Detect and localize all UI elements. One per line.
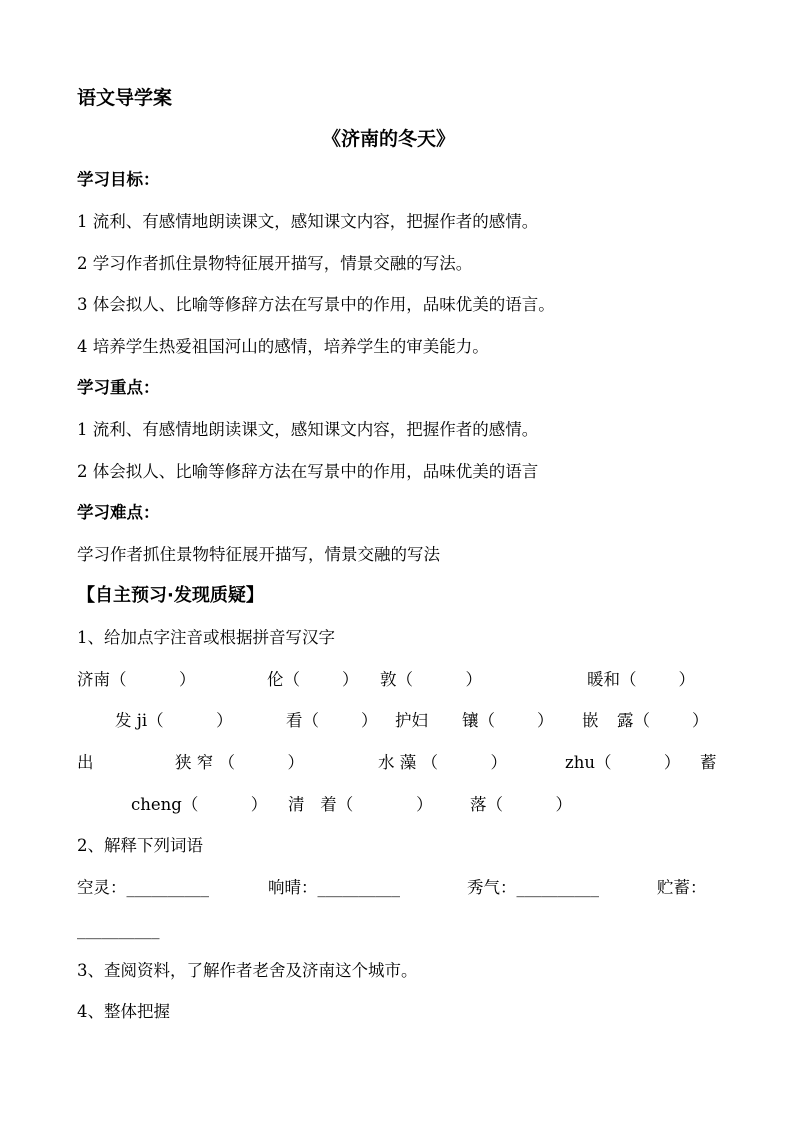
term-item: 空灵：__________ [77,878,209,897]
objective-item: 1 流利、有感情地朗读课文，感知课文内容，把握作者的感情。 [77,212,539,231]
pinyin-item: 蓄 [700,753,717,772]
pinyin-item: 护妇 [395,711,428,730]
pinyin-item: 伦（ ） [267,670,359,689]
q2-prompt: 2、解释下列词语 [77,836,203,855]
term-blank: __________ [77,920,160,939]
objective-item: 4 培养学生热爱祖国河山的感情，培养学生的审美能力。 [77,337,489,356]
pinyin-item: 济南（ ） [77,670,196,689]
q3-prompt: 3、查阅资料，了解作者老舍及济南这个城市。 [77,961,418,980]
q4-prompt: 4、整体把握 [77,1002,170,1021]
pinyin-item: 狭 窄 （ ） [175,753,304,772]
key-point-item: 2 体会拟人、比喻等修辞方法在写景中的作用，品味优美的语言 [77,462,539,481]
difficulties-heading: 学习难点： [77,503,160,522]
difficulty-item: 学习作者抓住景物特征展开描写，情景交融的写法 [77,545,440,564]
pinyin-item: 落（ ） [470,795,572,814]
preview-heading: 【自主预习·发现质疑】 [77,585,264,606]
pinyin-item: 敦（ ） [380,670,482,689]
pinyin-item: cheng（ ） [131,795,268,814]
pinyin-item: 出 [77,753,94,772]
pinyin-item: 水 藻 （ ） [378,753,507,772]
key-points-heading: 学习重点： [77,378,160,397]
doc-title: 语文导学案 [77,87,173,109]
pinyin-item: 发 ji（ ） [115,711,233,730]
key-point-item: 1 流利、有感情地朗读课文，感知课文内容，把握作者的感情。 [77,420,539,439]
pinyin-item: 露（ ） [617,711,709,730]
term-item: 贮蓄： [657,878,707,897]
term-item: 响晴：__________ [268,878,400,897]
pinyin-item: 嵌 [582,711,599,730]
lesson-title: 《济南的冬天》 [322,128,456,150]
pinyin-item: 看（ ） [286,711,378,730]
pinyin-item: 暖和（ ） [587,670,695,689]
pinyin-item: zhu（ ） [565,753,681,772]
pinyin-item: 镶（ ） [462,711,554,730]
objective-item: 2 学习作者抓住景物特征展开描写，情景交融的写法。 [77,254,473,273]
objectives-heading: 学习目标： [77,170,160,189]
pinyin-item: 清 着（ ） [288,795,433,814]
q1-prompt: 1、给加点字注音或根据拼音写汉字 [77,628,335,647]
term-item: 秀气：__________ [467,878,599,897]
objective-item: 3 体会拟人、比喻等修辞方法在写景中的作用，品味优美的语言。 [77,295,555,314]
